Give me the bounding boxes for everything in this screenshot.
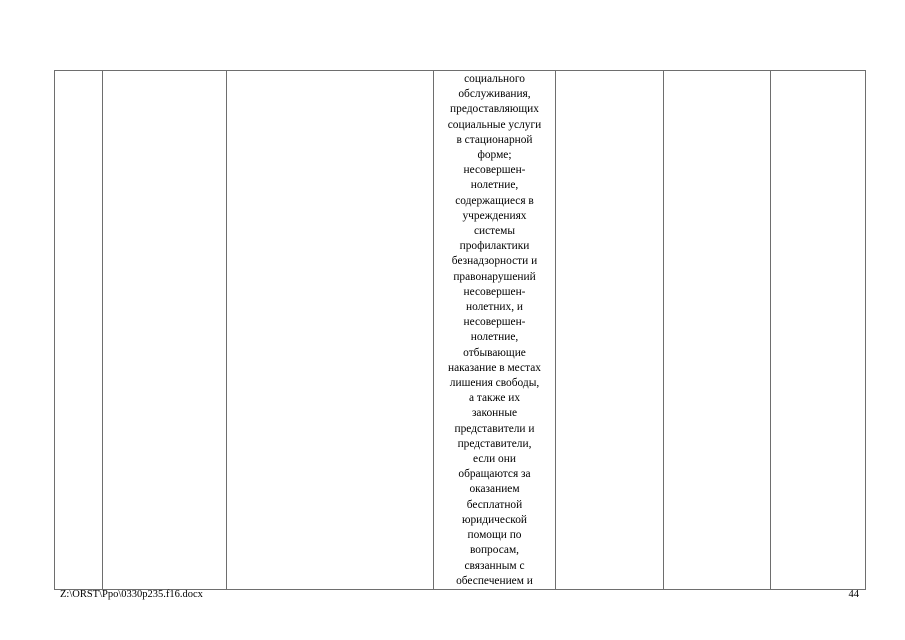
cell-text-line: форме;	[477, 149, 512, 162]
cell-text-line: представители и	[454, 422, 535, 435]
cell-text-line: отбывающие	[463, 346, 526, 359]
cell-text-line: учреждениях	[462, 209, 527, 222]
cell-text-line: профилактики	[459, 240, 530, 253]
cell-text-line: помощи по	[467, 529, 522, 542]
table-cell-col1	[55, 71, 103, 590]
cell-text-line: безнадзорности и	[451, 255, 538, 268]
page-number: 44	[848, 589, 859, 600]
cell-text-line: нолетние,	[470, 179, 519, 192]
document-table	[54, 70, 866, 590]
table-cell-col3	[227, 71, 434, 590]
table-cell-col2	[103, 71, 227, 590]
cell-text-line: наказание в местах	[448, 361, 541, 374]
recipient-categories-text	[434, 71, 555, 589]
cell-text-line: несовершен-	[463, 285, 526, 298]
cell-text-line: обеспечением и	[456, 574, 533, 587]
cell-text-line: системы	[473, 225, 516, 238]
table-cell-col4	[434, 71, 556, 590]
table-cell-col5	[556, 71, 664, 590]
cell-text-line: бесплатной	[466, 498, 523, 511]
cell-text-line: предоставляющих	[450, 103, 539, 116]
table-row	[55, 71, 866, 590]
cell-text-line: социальные услуги	[447, 118, 542, 131]
cell-text-line: содержащиеся в	[455, 194, 534, 207]
cell-text-line: несовершен-	[463, 316, 526, 329]
cell-text-line: если они	[473, 453, 516, 466]
cell-text-line: в стационарной	[456, 133, 533, 146]
cell-text-line: связанным с	[464, 559, 525, 572]
cell-text-line: обслуживания,	[458, 88, 531, 101]
cell-text-line: нолетних, и	[465, 301, 524, 314]
cell-text-line: нолетние,	[470, 331, 519, 344]
cell-text-line: законные	[471, 407, 518, 420]
cell-text-line: несовершен-	[463, 164, 526, 177]
table-cell-col6	[664, 71, 771, 590]
cell-text-line: обращаются за	[458, 468, 531, 481]
cell-text-line: оказанием	[469, 483, 520, 496]
cell-text-line: юридической	[461, 513, 528, 526]
footer-file-path: Z:\ORST\Ppo\0330p235.f16.docx	[60, 589, 203, 600]
cell-text-line: а также их	[468, 392, 521, 405]
cell-text-line: правонарушений	[453, 270, 536, 283]
cell-text-line: вопросам,	[469, 544, 520, 557]
cell-text-line: социального	[464, 73, 525, 85]
table-cell-col7	[771, 71, 866, 590]
cell-text-line: лишения свободы,	[449, 377, 540, 390]
cell-text-line: представители,	[457, 437, 532, 450]
